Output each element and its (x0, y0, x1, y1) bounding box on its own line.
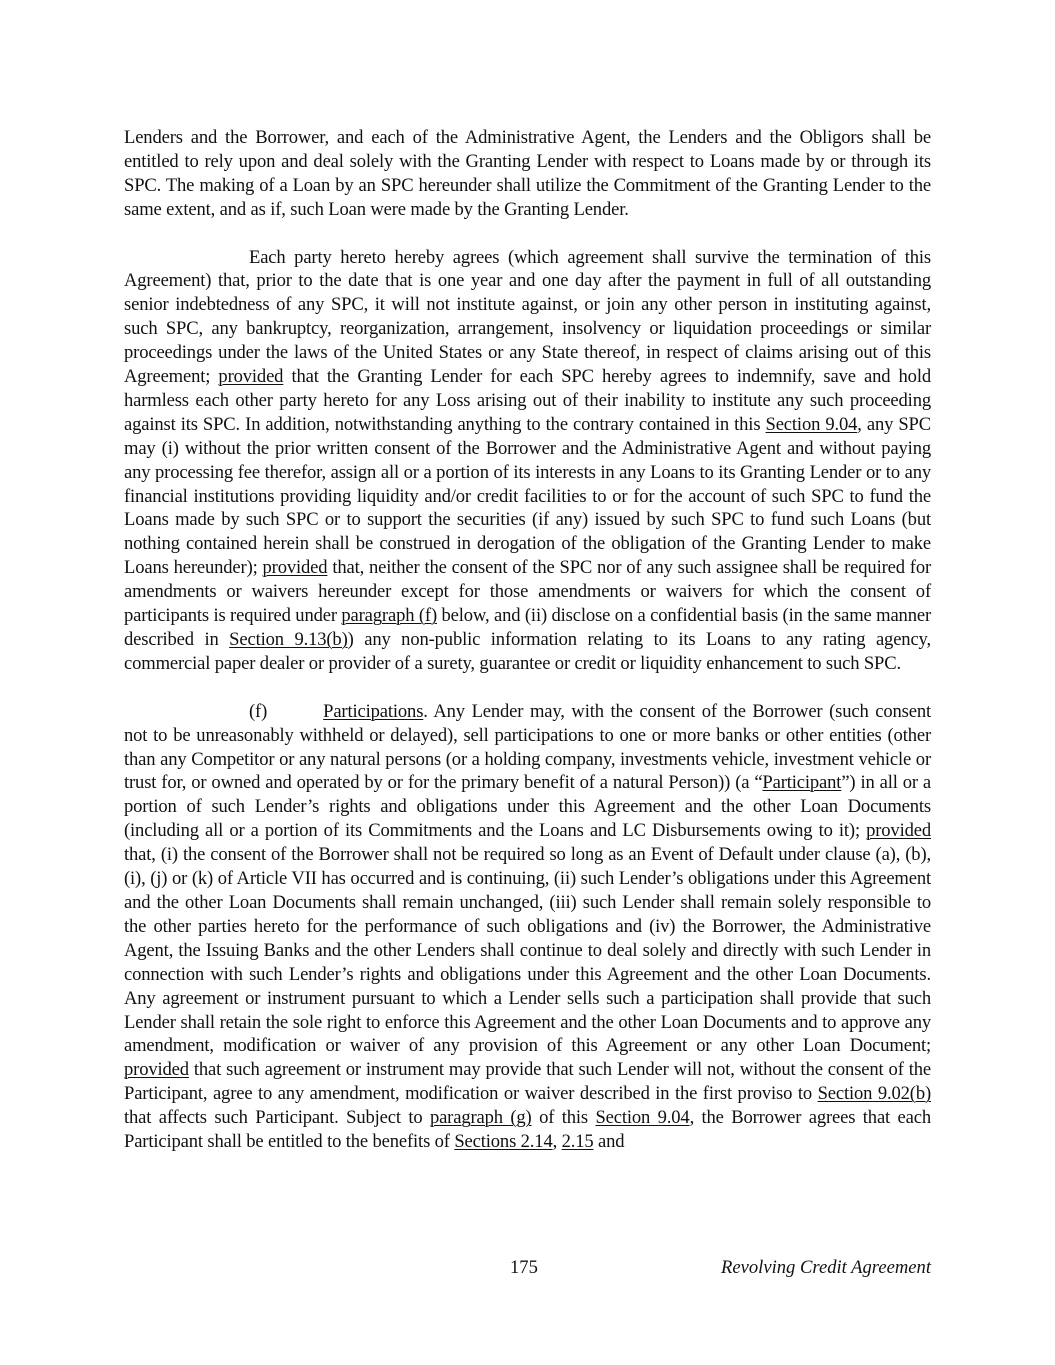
text: ) any non-public information relating to its Loans to any rating agency, commercial paper dealer or provider of a surety, guarantee or credit or liquidity enhancement to such SPC. (124, 629, 931, 674)
paragraph-participations (124, 700, 931, 1154)
text: below, and (ii) disclose on a confidential basis (in the same manner described in (124, 605, 931, 651)
clause-label: (f) (249, 700, 268, 722)
text: that the Granting Lender for each SPC hereby agrees to indemnify, save and hold harmless each other party hereto for any Loss arising out of their inability to institute any such proceeding against its SPC. In addition, notwithstanding anything to the contrary contained in this (124, 366, 931, 435)
text: Lenders and the Borrower, and each of the Administrative Agent, the Lenders and the Obligors shall be entitled to rely upon and deal solely with the Granting Lender with respect to Loans made by or through its SPC. The making of a Loan by an SPC hereunder shall utilize the Commitment of the Granting Lender to the same extent, and as if, such Loan were made by the Granting Lender. (124, 127, 931, 220)
document-page (124, 126, 931, 1178)
text: that affects such Participant. Subject to (124, 1107, 430, 1129)
text: , the Borrower agrees that each Participant shall be entitled to the benefits of (124, 1107, 931, 1153)
provided-term: provided (218, 366, 284, 388)
provided-term: provided (866, 820, 931, 842)
paragraph-f-reference[interactable]: paragraph (f) (341, 605, 437, 627)
section-9-04-reference[interactable]: Section 9.04 (765, 413, 858, 435)
text: , any SPC may (i) without the prior written consent of the Borrower and the Administrative Agent and without paying any processing fee therefor, assign all or a portion of its interests in any Loans to its Granting Lender or to any financial institutions providing liquidity and/or credit facilities to or for the account of such SPC to fund the Loans made by such SPC or to support the securities (if any) issued by such SPC to fund such Loans (but nothing contained herein shall be construed in derogation of the obligation of the Granting Lender to make Loans hereunder); (124, 413, 932, 579)
text: Each party hereto hereby agrees (which agreement shall survive the termination of this Agreement) that, prior to the date that is one year and one day after the payment in full of all outstanding senior indebtedness of any SPC, it will not institute against, or join any other person in instituting against, such SPC, any bankruptcy, reorganization, arrangement, insolvency or liquidation proceedings or similar proceedings under the laws of the United States or any State thereof, in respect of claims arising out of this Agreement; (124, 246, 931, 388)
section-heading-participations: Participations (323, 700, 424, 722)
text: that, (i) the consent of the Borrower shall not be required so long as an Event of Default under clause (a), (b), (i), (j) or (k) of Article VII has occurred and is continuing, (ii) such Lender’s obligations under this Agreement and the other Loan Documents shall remain unchanged, (iii) such Lender shall remain solely responsible to the other parties hereto for the performance of such obligations and (iv) the Borrower, the Administrative Agent, the Issuing Banks and the other Lenders shall continue to deal solely and directly with such Lender in connection with such Lender’s rights and obligations under this Agreement and the other Loan Documents. Any agreement or instrument pursuant to which a Lender sells such a participation shall provide that such Lender shall retain the sole right to enforce this Agreement and the other Loan Documents and to approve any amendment, modification or waiver of any provision of this Agreement or any other Loan Document; (124, 844, 931, 1057)
defined-term-participant: Participant (762, 772, 842, 794)
provided-term: provided (262, 557, 328, 579)
paragraph-spc-reliance (124, 126, 931, 222)
page-footer (0, 1257, 1055, 1281)
section-9-04-reference[interactable]: Section 9.04 (595, 1107, 690, 1129)
text: , (552, 1131, 562, 1153)
section-2-14-reference[interactable]: Sections 2.14 (454, 1131, 553, 1153)
paragraph-spc-non-petition (124, 246, 931, 676)
section-9-13b-reference[interactable]: Section 9.13(b) (229, 629, 348, 651)
page-number: 175 (510, 1257, 538, 1278)
text: and (593, 1131, 625, 1153)
section-2-15-reference[interactable]: 2.15 (561, 1131, 594, 1153)
text: that, neither the consent of the SPC nor of any such assignee shall be required for amendments or waivers hereunder except for those amendments or waivers for which the consent of participants is required under (124, 557, 932, 627)
section-9-02b-reference[interactable]: Section 9.02(b) (817, 1083, 932, 1105)
provided-term: provided (124, 1059, 189, 1081)
text: that such agreement or instrument may provide that such Lender will not, without the consent of the Participant, agree to any amendment, modification or waiver described in the first proviso to (124, 1059, 931, 1105)
text: . Any Lender may, with the consent of the Borrower (such consent not to be unreasonably withheld or delayed), sell participations to one or more banks or other entities (other than any Competitor or any natural persons (or a holding company, investments vehicle, investment vehicle or trust for, or owned and operated by or for the primary benefit of a natural Person)) (a “ (124, 700, 931, 794)
document-title: Revolving Credit Agreement (721, 1257, 931, 1278)
paragraph-g-reference[interactable]: paragraph (g) (429, 1107, 532, 1129)
text: ”) in all or a portion of such Lender’s rights and obligations under this Agreement and the other Loan Documents (including all or a portion of its Commitments and the Loans and LC Disbursements owing to it); (124, 772, 931, 842)
text: of this (531, 1107, 596, 1129)
